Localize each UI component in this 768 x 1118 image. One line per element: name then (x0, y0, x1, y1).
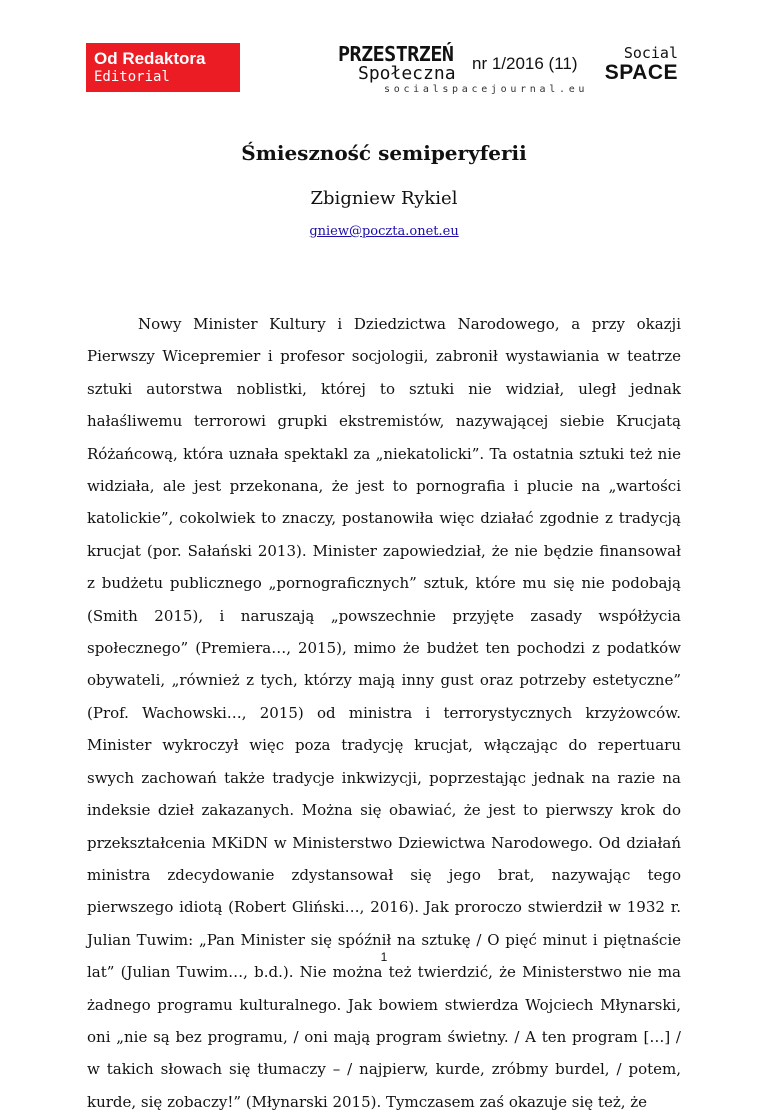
article-body (87, 308, 681, 1118)
journal-name-pl-line2: Społeczna (358, 63, 456, 84)
article-paragraph: Nowy Minister Kultury i Dziedzictwa Narodowego, a przy okazji Pierwszy Wicepremier i profesor socjologii, zabronił wystawiania w teatrze sztuki autorstwa noblistki, której to sztuki nie widział, uległ jednak hałaśliwemu terrorowi grupki ekstremistów, nazywającej siebie Krucjatą Różańcową, która uznała spektakl za „niekatolicki”. Ta ostatnia sztuki też nie widziała, ale jest przekonana, że jest to pornografia i plucie na „wartości katolickie”, cokolwiek to znaczy, postanowiła więc działać zgodnie z tradycją krucjat (por. Sałański 2013). Minister zapowiedział, że nie będzie finansował z budżetu publicznego „pornograficznych” sztuk, które mu się nie podobają (Smith 2015), i naruszają „powszechnie przyjęte zasady współżycia społecznego” (Premiera…, 2015), mimo że budżet ten pochodzi z podatków obywateli, „również z tych, którzy mają inny gust oraz potrzeby estetyczne” (Prof. Wachowski…, 2015) od ministra i terrorystycznych krzyżowców. Minister wykroczył więc poza tradycję krucjat, włączając do repertuaru swych zachowań także tradycje inkwizycji, poprzestając jednak na razie na indeksie dzieł zakazanych. Można się obawiać, że jest to pierwszy krok do przekształcenia MKiDN w Ministerstwo Dziewictwa Narodowego. Od działań ministra zdecydowanie zdystansował się jego brat, nazywając tego pierwszego idiotą (Robert Gliński…, 2016). Jak proroczo stwierdził w 1932 r. Julian Tuwim: „Pan Minister się spóźnił na sztukę / O pięć minut i piętnaście lat” (Julian Tuwim…, b.d.). Nie można też twierdzić, że Ministerstwo nie ma żadnego programu kulturalnego. Jak bowiem stwierdza Wojciech Młynarski, oni „nie są bez programu, / oni mają program świetny. / A ten program […] / w takich słowach się tłumaczy – / najpierw, kurde, zróbmy burdel, / potem, kurde, się zobaczy!” (Młynarski 2015). Tymczasem zaś okazuje się też, że (87, 315, 681, 1111)
article-author: Zbigniew Rykiel (310, 188, 458, 209)
section-label-pl: Od Redaktora (94, 49, 206, 68)
journal-logo-pl (338, 44, 466, 83)
journal-name-en-line2: SPACE (604, 61, 678, 84)
journal-name-pl-line1: PRZESTRZEŃ (338, 42, 454, 66)
journal-url: socialspacejournal.eu (384, 84, 589, 95)
page-number: 1 (380, 950, 388, 964)
section-badge (86, 43, 240, 92)
journal-logo-en (594, 44, 678, 83)
article-title: Śmieszność semiperyferii (241, 141, 527, 165)
section-label-en: Editorial (94, 69, 170, 85)
journal-name-en-line1: Social (623, 44, 678, 62)
author-email-link[interactable]: gniew@poczta.onet.eu (309, 224, 459, 239)
issue-number: nr 1/2016 (11) (472, 54, 578, 73)
author-email (0, 224, 768, 239)
